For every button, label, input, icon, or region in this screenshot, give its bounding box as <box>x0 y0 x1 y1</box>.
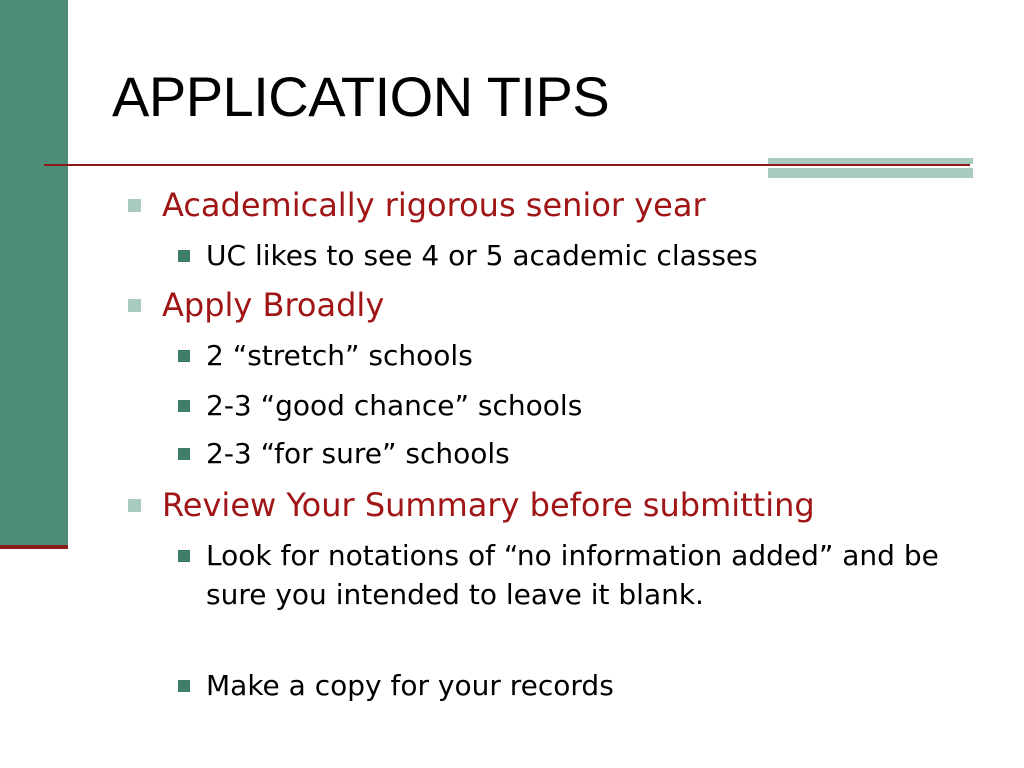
sub-bullet-item-3-1 <box>206 536 966 614</box>
sub-bullet-item-3-2 <box>206 666 614 706</box>
slide-title: APPLICATION TIPS <box>112 65 610 128</box>
square-bullet-icon <box>178 400 190 412</box>
square-bullet-icon <box>178 680 190 692</box>
sub-bullet-text: Make a copy for your records <box>206 669 614 702</box>
sub-bullet-text: 2-3 “for sure” schools <box>206 437 510 470</box>
square-bullet-icon <box>178 350 190 362</box>
square-bullet-icon <box>128 299 141 312</box>
sub-bullet-item-2-3 <box>206 434 510 474</box>
sub-bullet-item-2-2 <box>206 386 582 426</box>
sub-bullet-text: 2 “stretch” schools <box>206 339 473 372</box>
sub-bullet-item-1-1 <box>206 236 758 276</box>
sub-bullet-text: UC likes to see 4 or 5 academic classes <box>206 239 758 272</box>
bullet-item-3 <box>162 486 815 524</box>
bullet-text: Review Your Summary before submitting <box>162 486 815 524</box>
square-bullet-icon <box>178 550 190 562</box>
bullet-text: Apply Broadly <box>162 286 385 324</box>
bullet-item-2 <box>162 286 384 324</box>
sub-bullet-text: 2-3 “good chance” schools <box>206 389 583 422</box>
sub-bullet-item-2-1 <box>206 336 473 376</box>
square-bullet-icon <box>128 499 141 512</box>
bullet-text: Academically rigorous senior year <box>162 186 706 224</box>
square-bullet-icon <box>178 250 190 262</box>
square-bullet-icon <box>178 448 190 460</box>
square-bullet-icon <box>128 199 141 212</box>
sub-bullet-text: Look for notations of “no information added” and be sure you intended to leave it blank. <box>206 539 939 611</box>
bullet-item-1 <box>162 186 706 224</box>
